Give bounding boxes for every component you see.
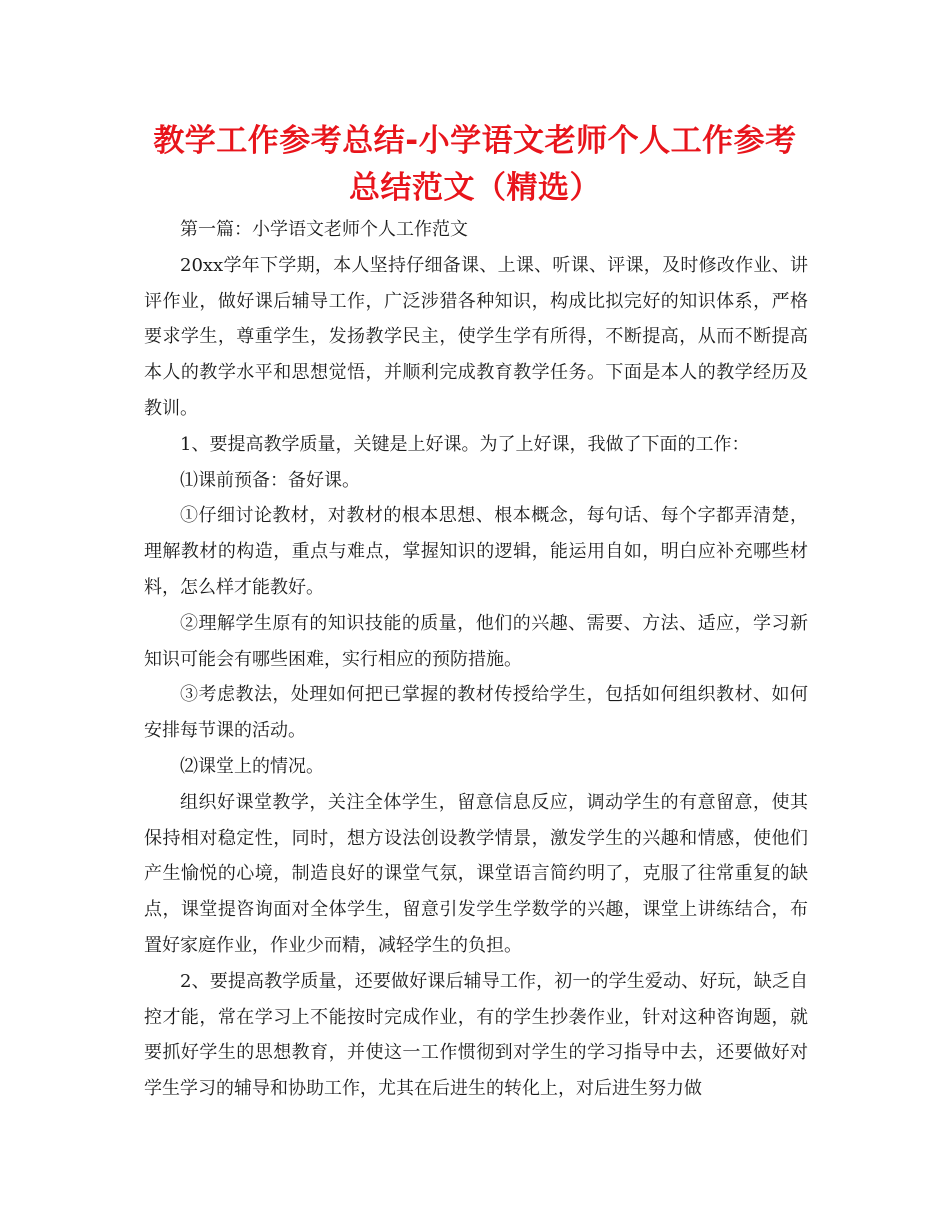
section-heading: 第一篇：小学语文老师个人工作范文	[180, 219, 468, 240]
document-body	[144, 212, 808, 1107]
paragraph: ①仔细讨论教材，对教材的根本思想、根本概念，每句话、每个字都弄清楚，理解教材的构造，重点与难点，掌握知识的逻辑，能运用自如，明白应补充哪些材料，怎么样才能教好。	[144, 505, 808, 598]
paragraph: ③考虑教法，处理如何把已掌握的教材传授给学生，包括如何组织教材、如何安排每节课的活动。	[144, 684, 808, 742]
paragraph: 组织好课堂教学，关注全体学生，留意信息反应，调动学生的有意留意，使其保持相对稳定性，同时，想方设法创设教学情景，激发学生的兴趣和情感，使他们产生愉悦的心境，制造良好的课堂气氛，课堂语言简约明了，克服了往常重复的缺点，课堂提咨询面对全体学生，留意引发学生学数学的兴趣，课堂上讲练结合，布置好家庭作业，作业少而精，减轻学生的负担。	[144, 791, 808, 956]
document-title: 教学工作参考总结-小学语文老师个人工作参考总结范文（精选）	[153, 123, 797, 206]
sub-heading: ⑵课堂上的情况。	[180, 755, 324, 777]
paragraph: 1、要提高教学质量，关键是上好课。为了上好课，我做了下面的工作：	[180, 433, 750, 455]
paragraph: ②理解学生原有的知识技能的质量，他们的兴趣、需要、方法、适应，学习新知识可能会有哪些困难，实行相应的预防措施。	[144, 612, 808, 670]
paragraph: 2、要提高教学质量，还要做好课后辅导工作，初一的学生爱动、好玩，缺乏自控才能，常在学习上不能按时完成作业，有的学生抄袭作业，针对这种咨询题，就要抓好学生的思想教育，并使这一工作惯彻到对学生的学习指导中去，还要做好对学生学习的辅导和协助工作，尤其在后进生的转化上，对后进生努力做	[144, 970, 808, 1100]
paragraph: 20xx学年下学期，本人坚持仔细备课、上课、听课、评课，及时修改作业、讲评作业，做好课后辅导工作，广泛涉猎各种知识，构成比拟完好的知识体系，严格要求学生，尊重学生，发扬教学民主，使学生学有所得，不断提高，从而不断提高本人的教学水平和思想觉悟，并顺利完成教育教学任务。下面是本人的教学经历及教训。	[144, 254, 808, 419]
sub-heading: ⑴课前预备：备好课。	[180, 469, 360, 491]
